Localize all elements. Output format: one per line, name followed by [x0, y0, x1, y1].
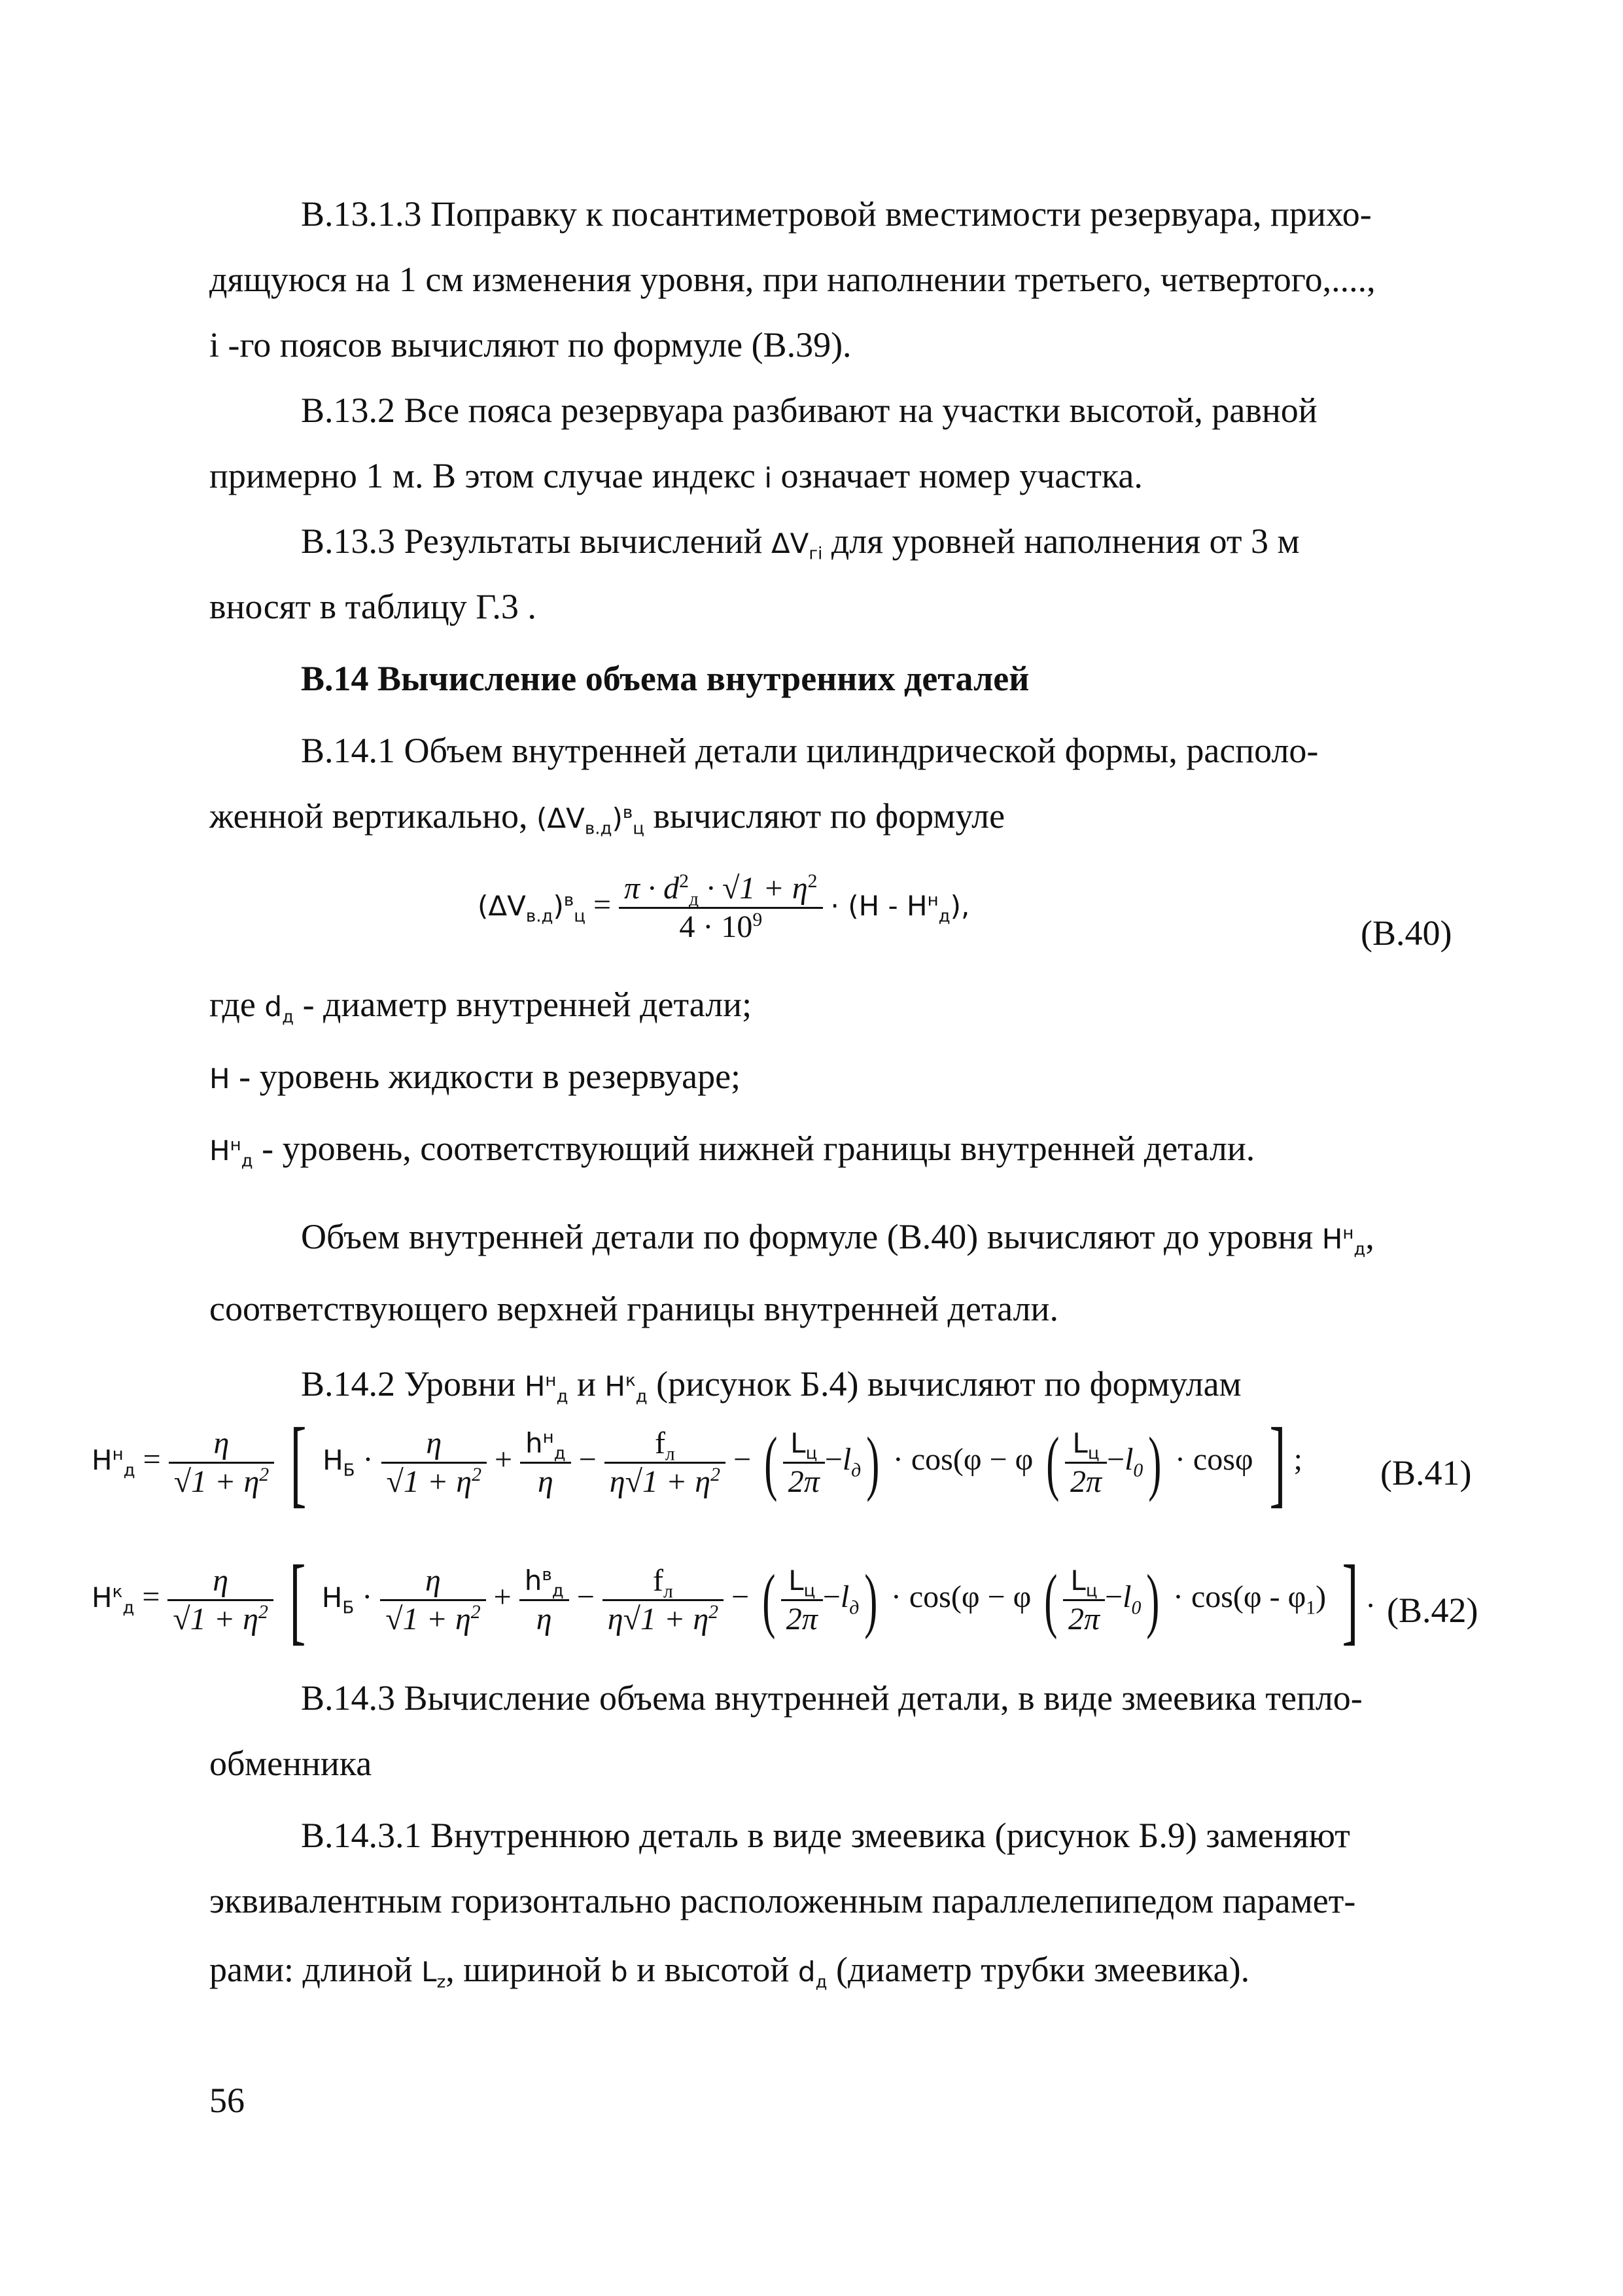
paragraph-line: B.13.1.3 Поправку к посантиметровой вместимости резервуара, прихо- [301, 194, 1372, 234]
paragraph-line: вносят в таблицу Г.3 . [209, 587, 536, 626]
section-heading: В.14 Вычисление объема внутренних деталей [301, 659, 1030, 698]
formula-b40: $(\Delta V_{в.д})^в_ц$ = $\frac{\pi \cdot d^2_д \cdot √1 + \eta^2}{4 \cdot 10^9}$ · $(H - H^н_д)$, [478, 870, 970, 944]
paragraph-line: i -го поясов вычисляют по формуле (В.39). [209, 325, 852, 364]
paragraph-line: дящуюся на 1 см изменения уровня, при наполнении третьего, четвертого,...., [209, 260, 1376, 299]
page-number: 56 [209, 2081, 245, 2120]
paragraph-line: В.13.2 Все пояса резервуара разбивают на участки высотой, равной [301, 391, 1318, 430]
formula-b42: $H^к_д$ = $\frac{\eta}{√1 + \eta^2}$ [ $H_Б$ · $\frac{\eta}{√1 + \eta^2}$ + $\frac{h^в_д}{\eta}$ − $\frac{f_л}{\eta√1 + \eta^2}$ − ( $\frac{L_ц}{2\pi}$ $-l_д) \cdot \cos(\varphi - \varphi$ ( $\frac{L_ц}{2\pi}$ $-l_0) \cdot \cos(\varphi - \varphi_1)$ ] . [92, 1545, 1375, 1654]
paragraph-line [209, 453, 1143, 501]
paragraph-line: эквивалентным горизонтально расположенным параллелепипедом парамет- [209, 1881, 1356, 1920]
formula-b41: $H^н_д$ = $\frac{\eta}{√1 + \eta^2}$ [ $H_Б$ · $\frac{\eta}{√1 + \eta^2}$ + $\frac{h^н_д}{\eta}$ − $\frac{f_л}{\eta√1 + \eta^2}$ − ( $\frac{L_ц}{2\pi}$ $-l_д) \cdot \cos(\varphi - \varphi$ ( $\frac{L_ц}{2\pi}$ $-l_0) \cdot \cos\varphi$ ] ; [92, 1408, 1302, 1517]
equation-number: (В.42) [1387, 1591, 1478, 1630]
text: для уровней наполнения от 3 м [831, 521, 1300, 561]
delta-v-symbol: $\Delta V_{гi}$ [771, 527, 823, 564]
paragraph-line: В.14.3.1 Внутреннюю деталь в виде змеевика (рисунок Б.9) заменяют [301, 1816, 1350, 1855]
equation-number: (В.40) [1361, 913, 1452, 953]
paragraph-line [209, 793, 1005, 841]
paragraph-line [301, 518, 1300, 567]
volume-symbol: $(\Delta V_{в.д})^в_ц$ [536, 802, 644, 839]
paragraph-line: рами: длиной $L_z$, шириной b и высотой $d_д$ (диаметр трубки змеевика). [209, 1950, 1250, 1992]
definition-line: где $d_д$ - диаметр внутренней детали; [209, 985, 752, 1027]
paragraph-line: соответствующего верхней границы внутренней детали. [209, 1289, 1058, 1328]
equation-number: (В.41) [1380, 1453, 1472, 1492]
paragraph-line: В.14.3 Вычисление объема внутренней детали, в виде змеевика тепло- [301, 1678, 1363, 1718]
text: В.13.3 Результаты вычислений [301, 521, 763, 561]
text: женной вертикально, [209, 796, 528, 836]
paragraph-line: обменника [209, 1744, 372, 1783]
paragraph-line: В.14.2 Уровни $H^н_д$ и $H^к_д$ (рисунок Б.4) вычисляют по формулам [301, 1364, 1242, 1407]
definition-line: H - уровень жидкости в резервуаре; [209, 1057, 741, 1096]
paragraph-line: Объем внутренней детали по формуле (В.40) вычисляют до уровня $H^н_д$, [301, 1217, 1374, 1260]
text: примерно 1 м. В этом случае индекс [209, 456, 756, 495]
index-symbol: i [764, 462, 773, 494]
text: означает номер участка. [780, 456, 1143, 495]
paragraph-line: В.14.1 Объем внутренней детали цилиндрической формы, располо- [301, 731, 1319, 770]
text: вычисляют по формуле [653, 796, 1005, 836]
fraction: $\frac{\pi \cdot d^2_д \cdot √1 + \eta^2}{4 \cdot 10^9}$ [619, 870, 822, 945]
definition-line: $H^н_д$ - уровень, соответствующий нижней границы внутренней детали. [209, 1129, 1255, 1171]
